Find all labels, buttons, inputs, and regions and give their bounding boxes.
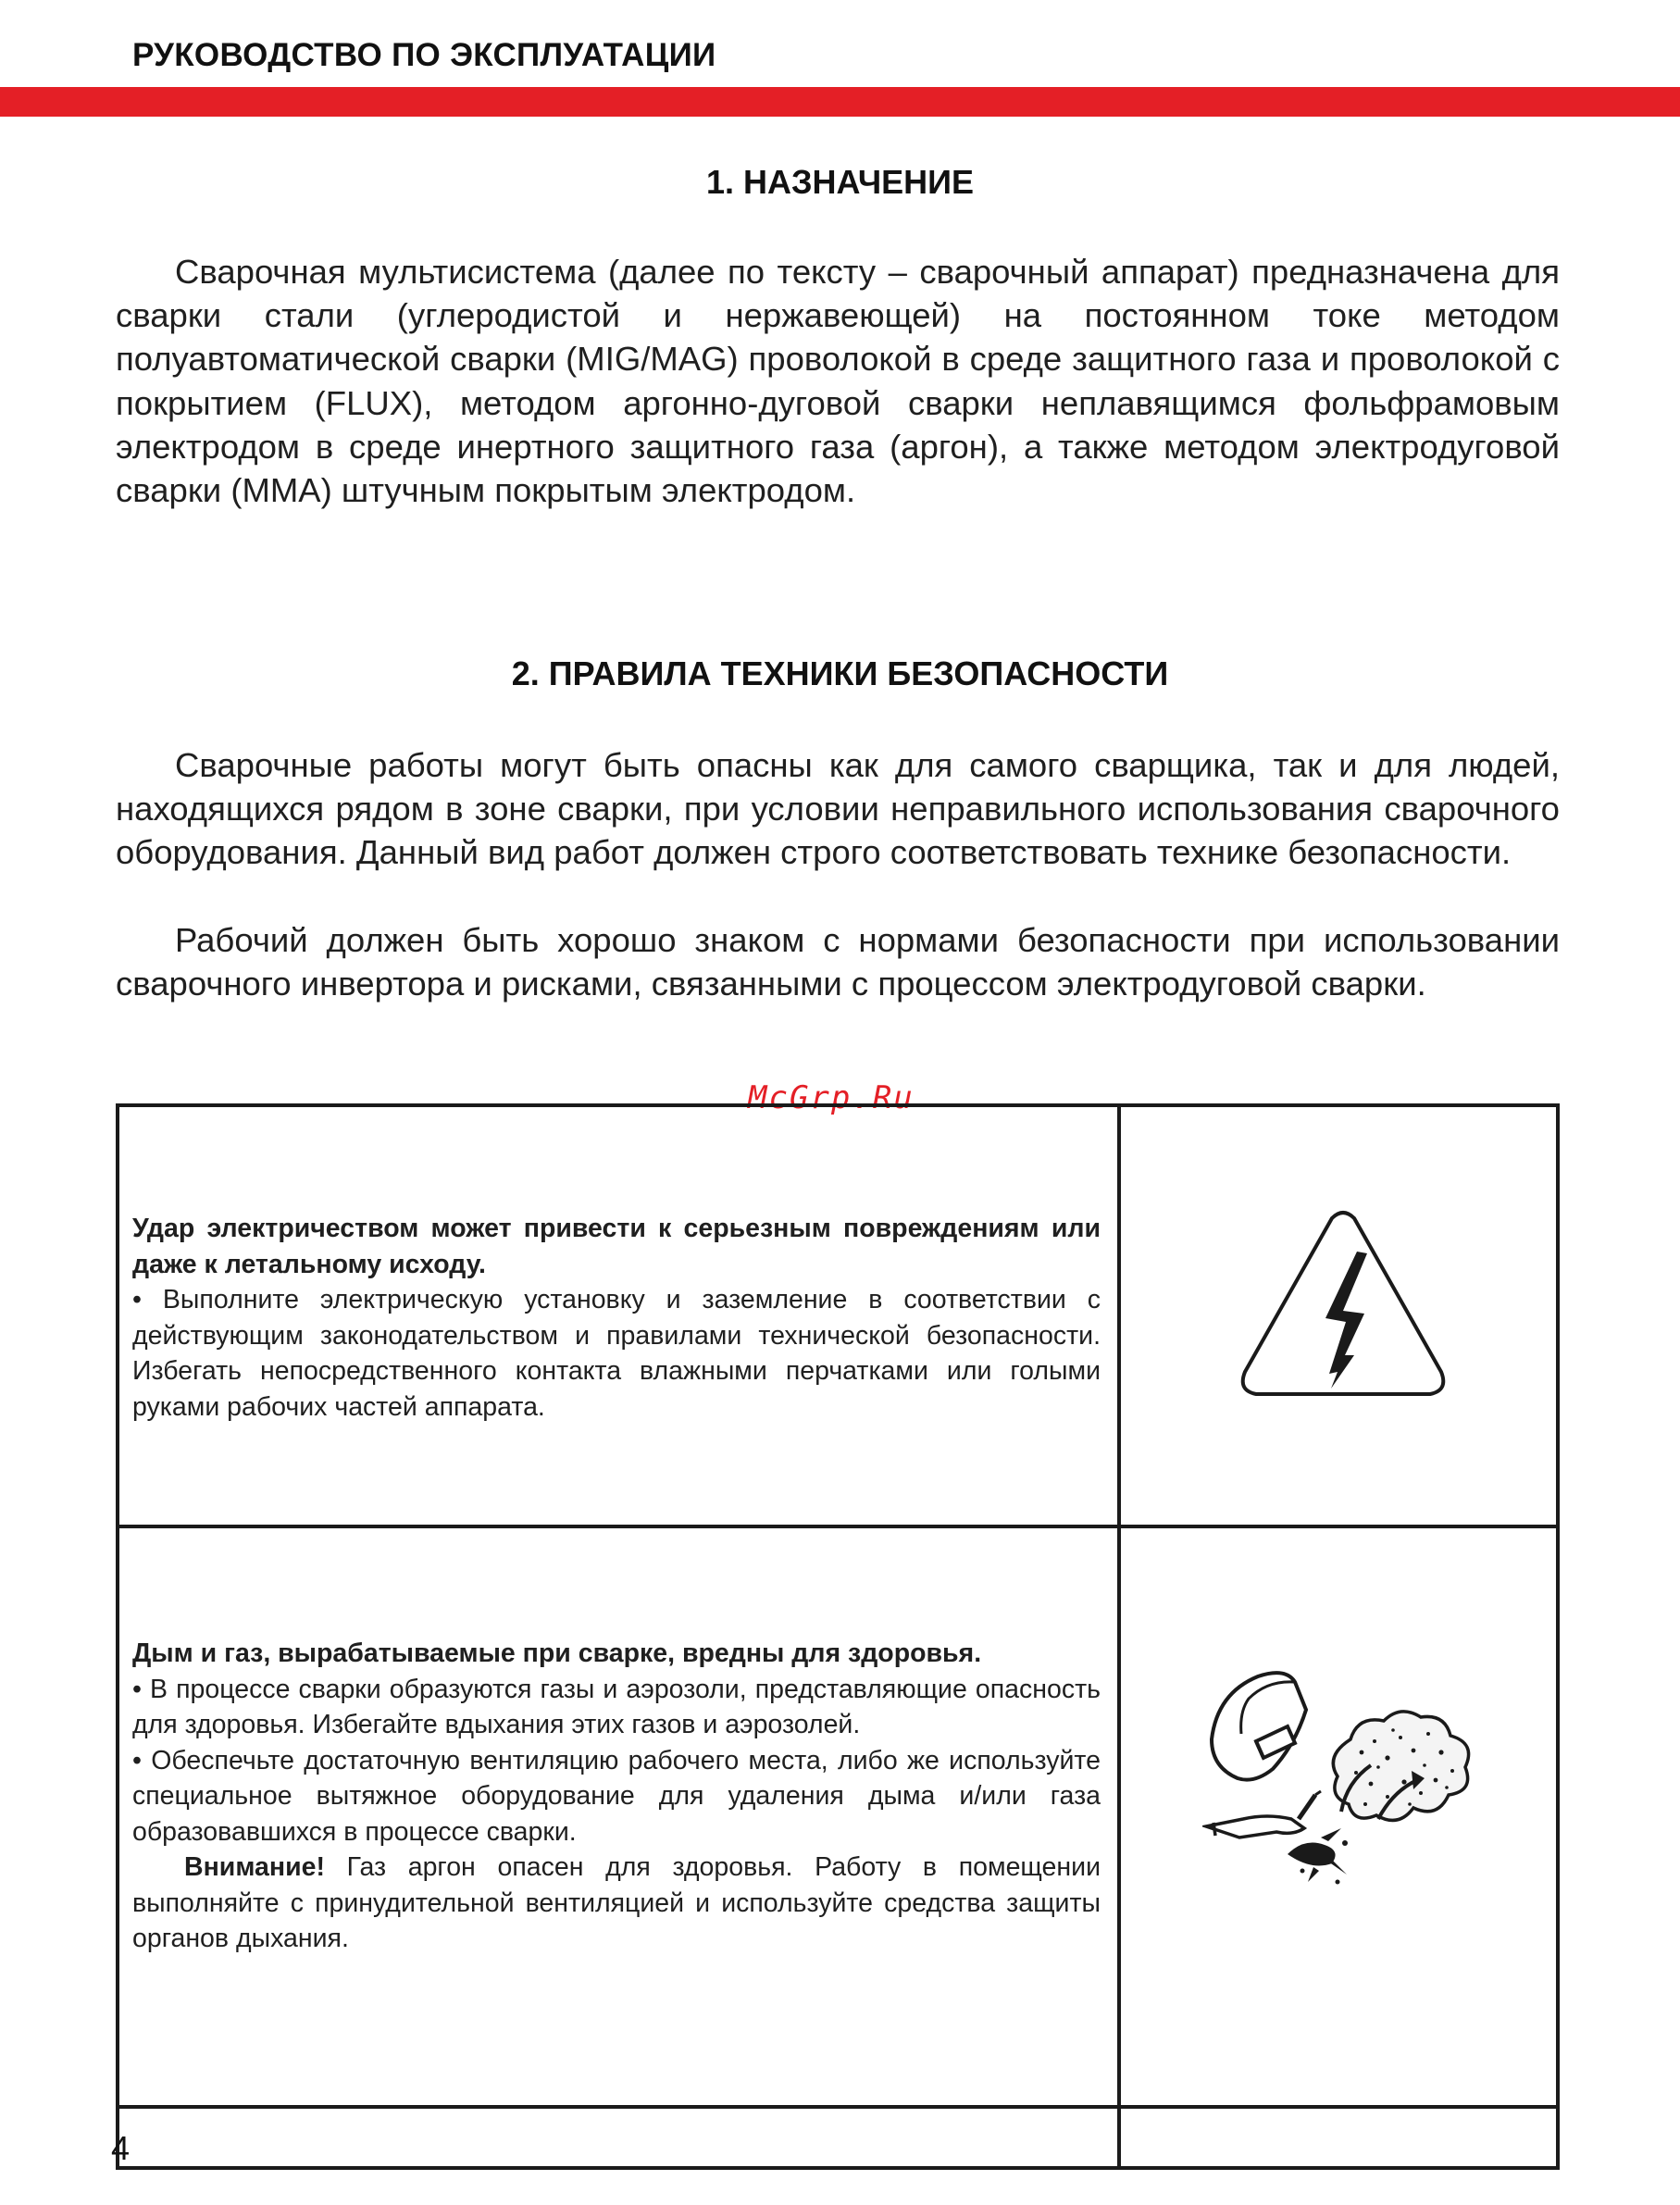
weld-sparks-icon	[1288, 1828, 1348, 1885]
page-number: 4	[111, 2129, 131, 2167]
welding-hand-icon	[1206, 1791, 1321, 1838]
table-column-divider	[1117, 1107, 1121, 1525]
safety-row-electric-shock	[119, 1107, 1556, 1528]
safety-row-2-text	[132, 1636, 1101, 1957]
safety-row-1-title: Удар электричеством может привести к серьезным повреждениям или даже к летальному исходу.	[132, 1214, 1101, 1279]
welding-fumes-icon	[1202, 1656, 1480, 1892]
safety-row-2-note	[132, 1850, 1101, 1957]
safety-row-2-bullet-1: • В процессе сварки образуются газы и аэрозоли, представляющие опасность для здоровья. Избегайте вдыхания этих газов и аэрозолей.	[132, 1674, 1101, 1739]
section-2-paragraph-1: Сварочные работы могут быть опасны как для самого сварщика, так и для людей, находящихся рядом в зоне сварки, при условии неправильного использования сварочного оборудования. Данный вид работ должен строго соответствовать технике безопасности.	[116, 746, 1560, 872]
safety-row-2-note-label: Внимание!	[184, 1852, 325, 1882]
document-header-title: РУКОВОДСТВО ПО ЭКСПЛУАТАЦИИ	[132, 37, 716, 73]
section-2-heading: 2. ПРАВИЛА ТЕХНИКИ БЕЗОПАСНОСТИ	[511, 654, 1169, 692]
section-1-heading: 1. НАЗНАЧЕНИЕ	[705, 163, 975, 201]
electric-shock-warning-icon	[1236, 1209, 1450, 1410]
safety-row-1-bullet-1: • Выполните электрическую установку и заземление в соответствии с действующим законодательством и правилами технической безопасности. Избегать непосредственного контакта влажными перчатками или голыми руками рабочих частей аппарата.	[132, 1285, 1101, 1422]
safety-row-2-note-text: Газ аргон опасен для здоровья. Работу в помещении выполняйте с принудительной вентиляцией и используйте средства защиты органов дыхания.	[132, 1852, 1101, 1953]
watermark-text: McGrp.Ru	[748, 1079, 915, 1116]
safety-table	[116, 1103, 1560, 2170]
section-2-paragraph-2: Рабочий должен быть хорошо знаком с нормами безопасности при использовании сварочного инвертора и рисками, связанными с процессом электродуговой сварки.	[116, 921, 1560, 1003]
header-red-bar	[0, 87, 1680, 117]
safety-row-2-title: Дым и газ, вырабатываемые при сварке, вредны для здоровья.	[132, 1638, 982, 1668]
fume-cloud-icon	[1333, 1712, 1468, 1821]
safety-row-fumes	[119, 1528, 1556, 2166]
section-1-paragraph: Сварочная мультисистема (далее по тексту – сварочный аппарат) предназначена для сварки стали (углеродистой и нержавеющей) на постоянном токе методом полуавтоматической сварки (MIG/MAG) проволокой в среде защитного газа и проволокой с покрытием (FLUX), методом аргонно-дуговой сварки неплавящимся фольфрамовым электродом в среде инертного защитного газа (аргон), а также методом электродуговой сварки (MMA) штучным покрытым электродом.	[116, 253, 1560, 510]
safety-row-2-bullet-2: • Обеспечьте достаточную вентиляцию рабочего места, либо же используйте специальное вытяжное оборудование для удаления дыма и/или газа образовавшихся в процессе сварки.	[132, 1745, 1101, 1847]
safety-row-1-text	[132, 1211, 1101, 1425]
table-column-divider	[1117, 1528, 1121, 2166]
footer-rule	[116, 2105, 1560, 2109]
welding-helmet-icon	[1212, 1673, 1306, 1779]
